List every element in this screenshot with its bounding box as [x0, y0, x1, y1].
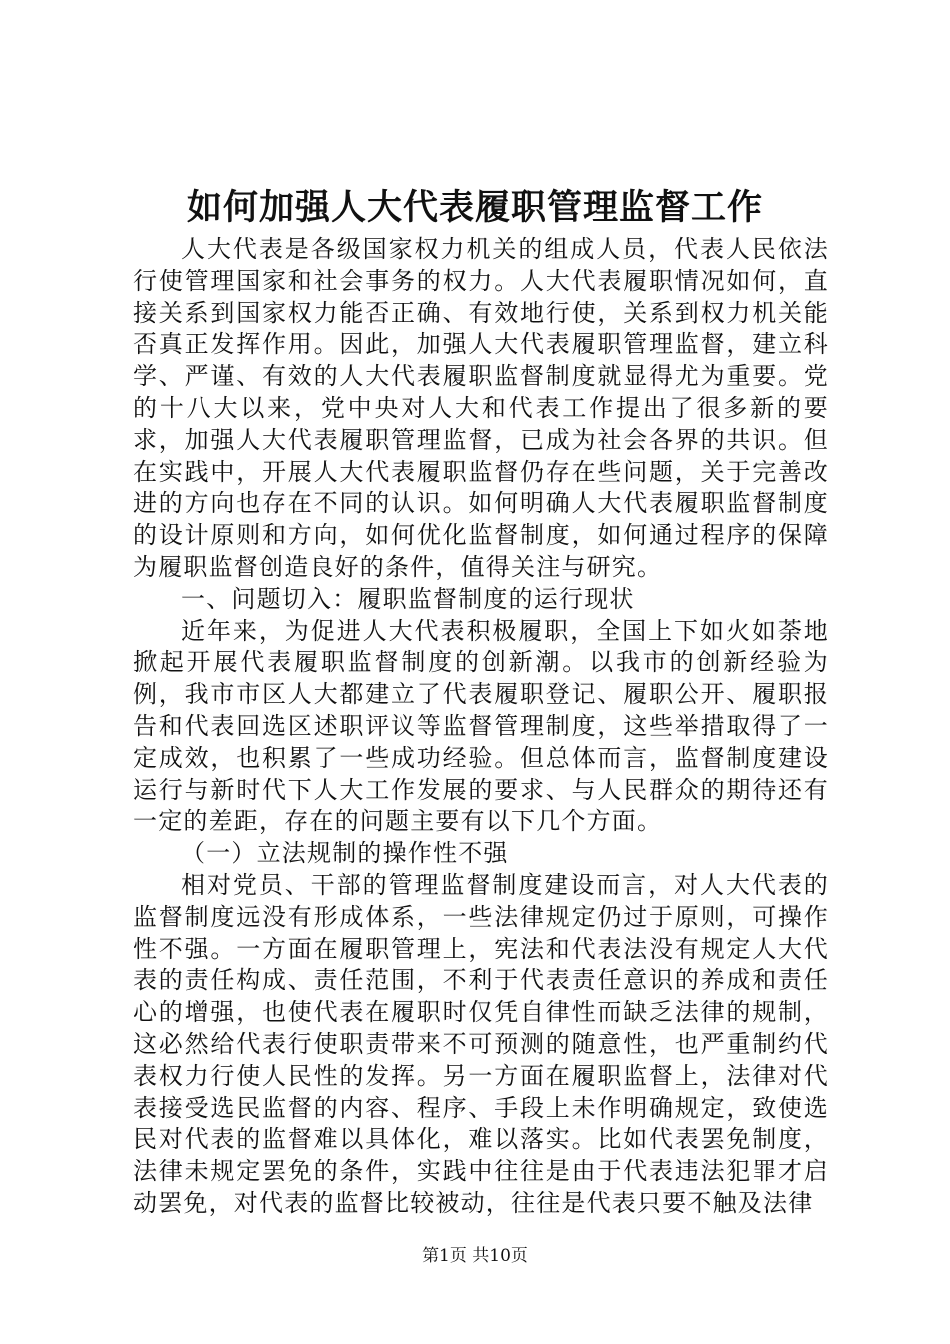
page-number-label: 第1页 共10页 — [422, 1246, 528, 1266]
document-title: 如何加强人大代表履职管理监督工作 — [186, 187, 763, 228]
subsection-heading-1: （一）立法规制的操作性不强 — [181, 839, 509, 868]
section-heading-1: 一、问题切入：履职监督制度的运行现状 — [181, 584, 635, 613]
document-body — [133, 234, 829, 1220]
paragraph-current-status: 近年来，为促进人大代表积极履职，全国上下如火如荼地掀起开展代表履职监督制度的创新潮。以我市的创新经验为例，我市市区人大都建立了代表履职登记、履职公开、履职报告和代表回选区述职评议等监督管理制度，这些举措取得了一定成效，也积累了一些成功经验。但总体而言，监督制度建设运行与新时代下人大工作发展的要求、与人民群众的期待还有一定的差距，存在的问题主要有以下几个方面。 — [133, 616, 829, 836]
paragraph-intro: 人大代表是各级国家权力机关的组成人员，代表人民依法行使管理国家和社会事务的权力。人大代表履职情况如何，直接关系到国家权力能否正确、有效地行使，关系到权力机关能否真正发挥作用。因此，加强人大代表履职管理监督，建立科学、严谨、有效的人大代表履职监督制度就显得尤为重要。党的十八大以来，党中央对人大和代表工作提出了很多新的要求，加强人大代表履职管理监督，已成为社会各界的共识。但在实践中，开展人大代表履职监督仍存在些问题，关于完善改进的方向也存在不同的认识。如何明确人大代表履职监督制度的设计原则和方向，如何优化监督制度，如何通过程序的保障为履职监督创造良好的条件，值得关注与研究。 — [133, 235, 829, 581]
paragraph-legislation: 相对党员、干部的管理监督制度建设而言，对人大代表的监督制度远没有形成体系，一些法律规定仍过于原则，可操作性不强。一方面在履职管理上，宪法和代表法没有规定人大代表的责任构成、责任范围，不利于代表责任意识的养成和责任心的增强，也使代表在履职时仅凭自律性而缺乏法律的规制，这必然给代表行使职责带来不可预测的随意性，也严重制约代表权力行使人民性的发挥。另一方面在履职监督上，法律对代表接受选民监督的内容、程序、手段上未作明确规定，致使选民对代表的监督难以具体化，难以落实。比如代表罢免制度，法律未规定罢免的条件，实践中往往是由于代表违法犯罪才启动罢免，对代表的监督比较被动，往往是代表只要不触及法律 — [133, 870, 829, 1217]
page-footer — [0, 1245, 950, 1267]
